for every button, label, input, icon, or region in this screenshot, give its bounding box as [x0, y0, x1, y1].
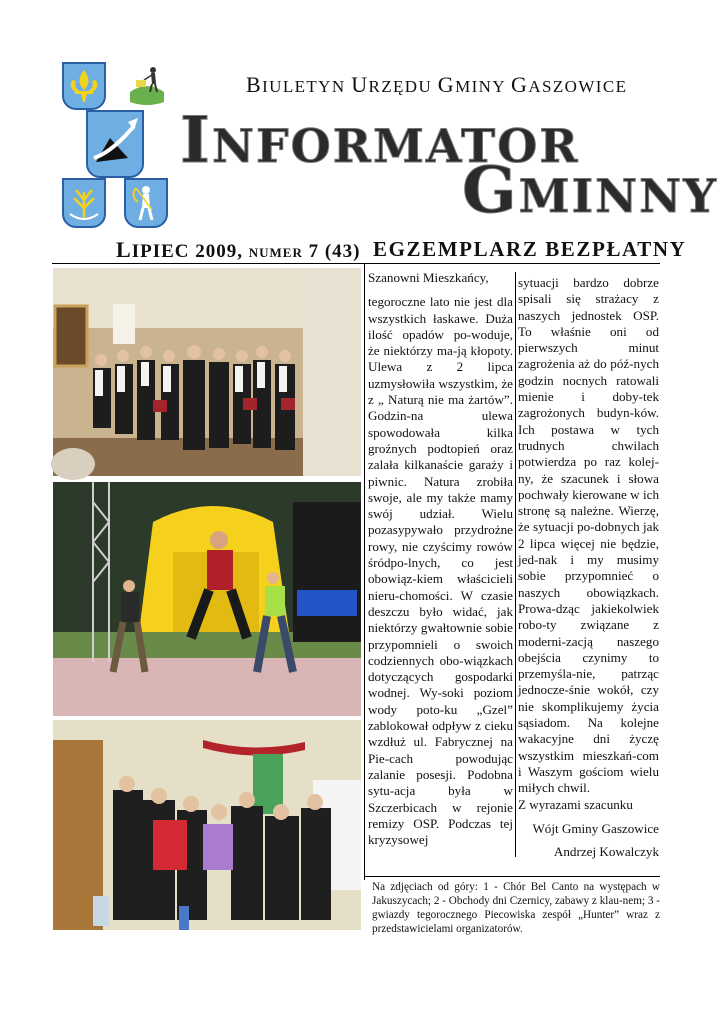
article-closing: Z wyrazami szacunku: [518, 796, 633, 812]
central-coat-of-arms-icon: [86, 110, 144, 178]
photo-caption-box: [364, 876, 660, 936]
free-copy-label: EGZEMPLARZ BEZPŁATNY: [373, 237, 687, 261]
article-body-2: sytuacji bardzo dobrze spisali się strażacy z naszych jednostek OSP. To właśnie oni od pierwszych minut zagrożenia aż do póź-nych godzin nocnych ratowali mienie i doby-tek zagrożonych budyn-ków. Ich postawa w tych trudnych chwilach potwierdza po raz kolej-ny, że szacunek i słowa pochwały kierowane w ich stronę są należne. Wierzę, że sytuacji po-dobnych jak 2 lipca więcej nie będzie, jed-nak i my musimy sobie przypomnieć o naszych obowiązkach. Prowa-dząc jakiekolwiek robo-ty związane z moderni-zacją naszego obejścia czynimy to przemyśla-nie, patrząc jednocze-śnie wokół, czy nie skomplikujemy życia sąsiadom. Na kolejne wakacyjne dni życzę wszystkim mieszkań-com i Waszym gościom wielu miłych chwil.: [518, 275, 659, 796]
column-divider: [515, 272, 516, 857]
gardener-figure-icon: [124, 60, 170, 112]
article-column-2: [518, 275, 659, 860]
issue-line: LIPIEC 2009, numer 7 (43): [116, 237, 361, 262]
photo-clown: [53, 482, 361, 716]
wheat-crest-icon: [62, 178, 106, 228]
svg-text:GMINNY: GMINNY: [462, 153, 719, 228]
photo-band: [53, 720, 361, 930]
bulletin-title: BIULETYN URZĘDU GMINY GASZOWICE: [246, 72, 628, 97]
photo-choir: [53, 268, 361, 476]
column-divider-left: [364, 264, 365, 880]
header-rule: [52, 263, 660, 264]
signature-name: Andrzej Kowalczyk: [553, 844, 659, 860]
signature-title: Wójt Gminy Gaszowice: [532, 820, 659, 836]
article-body-1: tegoroczne lato nie jest dla wszystkich łaskawe. Duża ilość opadów po-woduje, że niektórzy ma-ją kłopoty. Ulewa z 2 lipca uzmysłowiła wszystkim, że z „ Naturą nie ma żartów”. Godzin-na ulewa spowodowała kilka groźnych podtopień oraz zalała kilkanaście garaży i piwnic. Natura zrobiła swoje, ale my także mamy swój udział. Wielu pozasypywało przydrożne rowy, nie czyścimy rowów śródpo-lnych, co jest obowiąz-kiem właścicieli nieru-chomości. W czasie deszczu było widać, jak niektórzy gwałtownie sobie przypomnieli o swoich codziennych obo-wiązkach dotyczących gospodarki wodnej. Wy-soki poziom wody poto-ku „Gzel” zablokował odpływ z cieku wzdłuż ul. Fabrycznej na Pie-cach powodując zalanie posesji. Podobna sytu-acja była w Szczerbicach w rejonie remizy OSP. Podczas tej kryzysowej: [368, 294, 513, 848]
masthead-title: [176, 100, 719, 228]
photo-caption: Na zdjęciach od góry: 1 - Chór Bel Canto na występach w Jakuszycach; 2 - Obchody dni Czernicy, zabawy z klau-nem; 3 - gwiazdy tegorocznego Piecowiska zespół „Hunter” wraz z przedstawicielami organizatorów.: [372, 881, 660, 935]
article-column-1: [368, 270, 513, 848]
fleur-de-lis-crest-icon: [62, 62, 106, 110]
article-greeting: Szanowni Mieszkańcy,: [368, 270, 489, 285]
svg-text:INFORMATOR: INFORMATOR: [180, 103, 580, 178]
reaper-crest-icon: [124, 178, 168, 228]
